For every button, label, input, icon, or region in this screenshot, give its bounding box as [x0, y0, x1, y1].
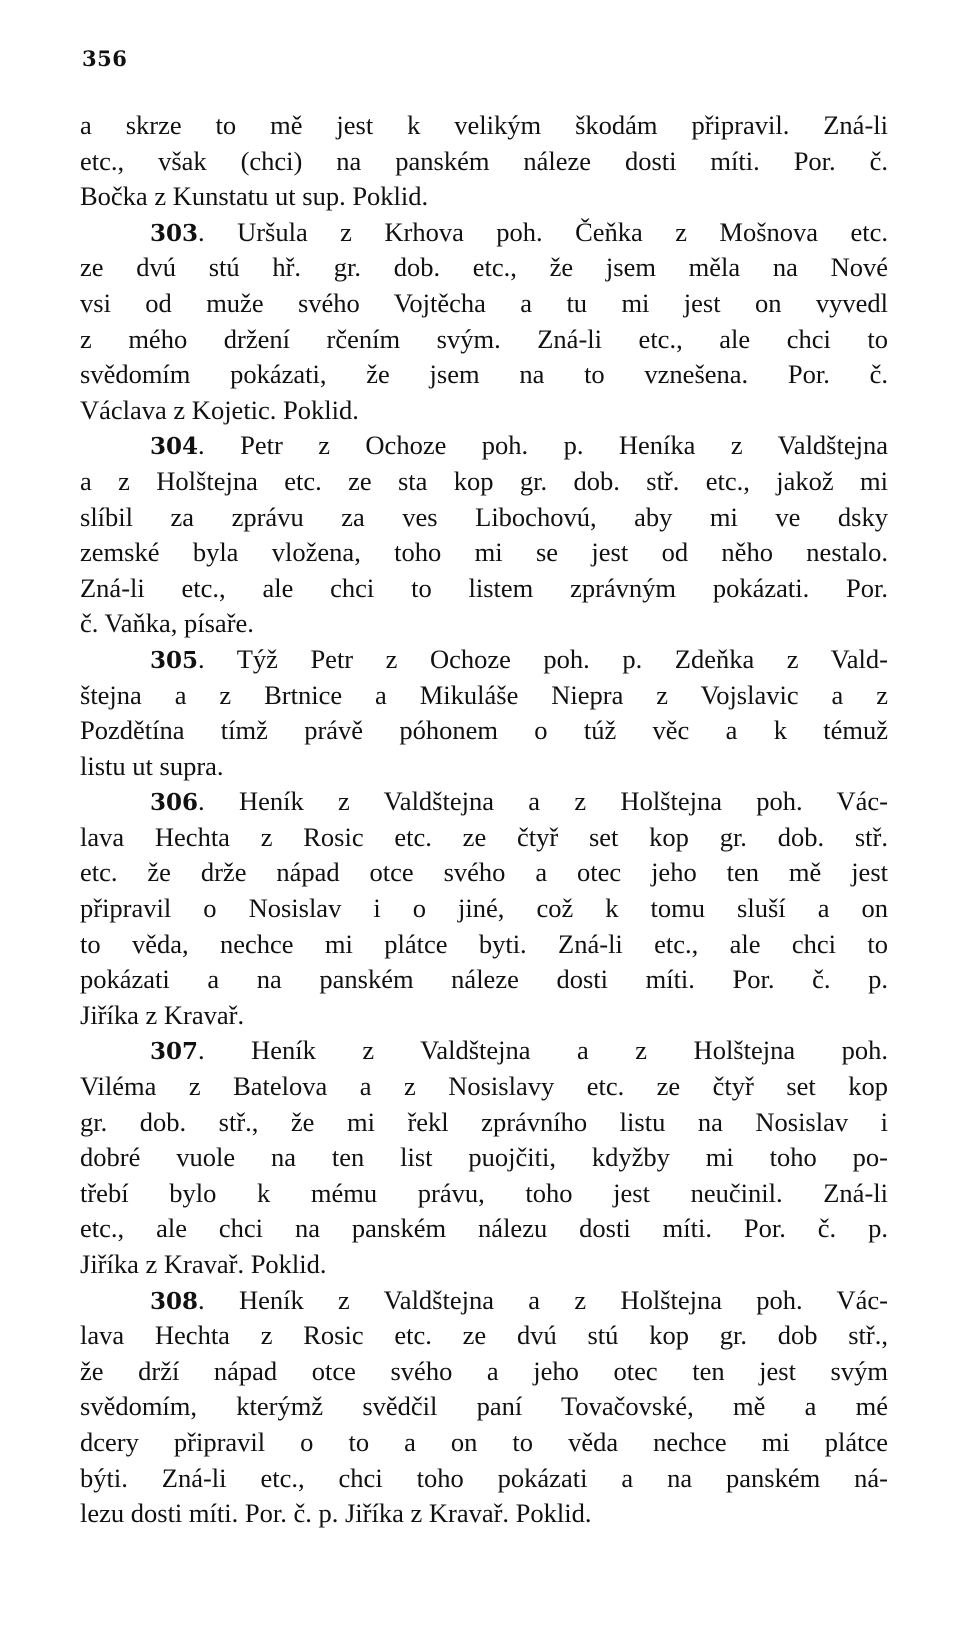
- text-line: [80, 1105, 888, 1141]
- line-text: č. Vaňka, písaře.: [80, 608, 254, 639]
- entry-number: 306: [150, 789, 199, 817]
- text-line: [80, 855, 888, 891]
- page-number: 356: [82, 46, 128, 71]
- text-line: [80, 1389, 888, 1425]
- line-text: . Heník z Valdštejna a z Holštejna poh. Vác-: [198, 786, 888, 817]
- line-text: etc., však (chci) na panském náleze dosti míti. Por. č.: [80, 145, 888, 176]
- line-text: Viléma z Batelova a z Nosislavy etc. ze čtyř set kop: [80, 1071, 888, 1102]
- text-line: [80, 179, 888, 215]
- line-text: . Týž Petr z Ochoze poh. p. Zdeňka z Vald-: [198, 643, 888, 674]
- text-line: [80, 393, 888, 429]
- line-text: Bočka z Kunstatu ut sup. Poklid.: [80, 181, 429, 212]
- text-line: [80, 891, 888, 927]
- text-line: [80, 1496, 888, 1532]
- line-text: svědomím, kterýmž svědčil paní Tovačovské, mě a mé: [80, 1391, 888, 1422]
- text-line: [80, 144, 888, 180]
- line-text: zemské byla vložena, toho mi se jest od něho nestalo.: [80, 537, 888, 568]
- line-text: Jiříka z Kravař. Poklid.: [80, 1249, 327, 1279]
- text-line: [80, 962, 888, 998]
- text-line: [80, 1176, 888, 1212]
- text-line: [80, 1069, 888, 1105]
- entry-first-line: [80, 1283, 888, 1319]
- line-text: Zná-li etc., ale chci to listem zprávným pokázati. Por.: [80, 572, 888, 603]
- entry-number: 307: [150, 1038, 199, 1066]
- text-line: [80, 1461, 888, 1497]
- line-text: Jiříka z Kravař.: [80, 999, 245, 1030]
- line-text: svědomím pokázati, že jsem na to vznešena. Por. č.: [80, 359, 888, 390]
- text-line: [80, 535, 888, 571]
- entry-number: 304: [150, 433, 199, 461]
- line-text: listu ut supra.: [80, 750, 224, 781]
- text-line: [80, 820, 888, 856]
- entry-number: 305: [150, 646, 199, 674]
- text-line: [80, 1425, 888, 1461]
- text-line: [80, 286, 888, 322]
- text-line: [80, 357, 888, 393]
- text-line: [80, 500, 888, 536]
- line-text: . Petr z Ochoze poh. p. Heníka z Valdštejna: [198, 430, 888, 461]
- line-text: a skrze to mě jest k velikým škodám připravil. Zná-li: [80, 110, 888, 140]
- line-text: třebí bylo k mému právu, toho jest neučinil. Zná-li: [80, 1177, 888, 1208]
- line-text: lava Hechta z Rosic etc. ze dvú stú kop gr. dob stř.,: [80, 1320, 888, 1351]
- line-text: lezu dosti míti. Por. č. p. Jiříka z Kravař. Poklid.: [80, 1498, 592, 1529]
- text-line: [80, 998, 888, 1034]
- line-text: etc., ale chci na panském nálezu dosti míti. Por. č. p.: [80, 1213, 888, 1244]
- text-line: [80, 1140, 888, 1176]
- text-line: [80, 606, 888, 642]
- line-text: a z Holštejna etc. ze sta kop gr. dob. stř. etc., jakož mi: [80, 465, 888, 496]
- line-text: Václava z Kojetic. Poklid.: [80, 394, 359, 425]
- text-line: [80, 1247, 888, 1283]
- line-text: dobré vuole na ten list puojčiti, kdyžby mi toho po-: [80, 1142, 888, 1173]
- line-text: gr. dob. stř., že mi řekl zprávního listu na Nosislav i: [80, 1106, 888, 1137]
- line-text: pokázati a na panském náleze dosti míti. Por. č. p.: [80, 964, 888, 995]
- line-text: připravil o Nosislav i o jiné, což k tomu sluší a on: [80, 893, 888, 924]
- text-line: [80, 250, 888, 286]
- text-line: [80, 1354, 888, 1390]
- entry-first-line: [80, 215, 888, 251]
- text-line: [80, 322, 888, 358]
- line-text: že drží nápad otce svého a jeho otec ten jest svým: [80, 1355, 888, 1386]
- line-text: dcery připravil o to a on to věda nechce mi plátce: [80, 1426, 888, 1457]
- entry-first-line: [80, 784, 888, 820]
- text-line: [80, 678, 888, 714]
- entry-number: 303: [150, 219, 199, 247]
- text-line: [80, 108, 888, 144]
- text-line: [80, 571, 888, 607]
- text-line: [80, 1318, 888, 1354]
- body-text: [80, 108, 888, 1532]
- line-text: lava Hechta z Rosic etc. ze čtyř set kop gr. dob. stř.: [80, 821, 888, 852]
- line-text: to věda, nechce mi plátce byti. Zná-li etc., ale chci to: [80, 928, 888, 959]
- line-text: býti. Zná-li etc., chci toho pokázati a na panském ná-: [80, 1462, 888, 1493]
- entry-first-line: [80, 642, 888, 678]
- line-text: ze dvú stú hř. gr. dob. etc., že jsem měla na Nové: [80, 252, 888, 283]
- line-text: . Heník z Valdštejna a z Holštejna poh.: [198, 1035, 888, 1066]
- text-line: [80, 927, 888, 963]
- text-line: [80, 464, 888, 500]
- text-line: [80, 749, 888, 785]
- line-text: . Heník z Valdštejna a z Holštejna poh. Vác-: [198, 1284, 888, 1315]
- entry-first-line: [80, 1033, 888, 1069]
- entry-number: 308: [150, 1287, 199, 1315]
- line-text: . Uršula z Krhova poh. Čeňka z Mošnova etc.: [198, 216, 888, 247]
- text-line: [80, 1211, 888, 1247]
- line-text: vsi od muže svého Vojtěcha a tu mi jest on vyvedl: [80, 287, 888, 318]
- line-text: štejna a z Brtnice a Mikuláše Niepra z Vojslavic a z: [80, 679, 888, 710]
- entry-first-line: [80, 428, 888, 464]
- text-line: [80, 713, 888, 749]
- line-text: Pozdětína tímž právě póhonem o túž věc a k témuž: [80, 715, 888, 746]
- line-text: etc. že drže nápad otce svého a otec jeho ten mě jest: [80, 857, 888, 888]
- line-text: slíbil za zprávu za ves Libochovú, aby mi ve dsky: [80, 501, 888, 532]
- line-text: z mého držení rčením svým. Zná-li etc., ale chci to: [80, 323, 888, 354]
